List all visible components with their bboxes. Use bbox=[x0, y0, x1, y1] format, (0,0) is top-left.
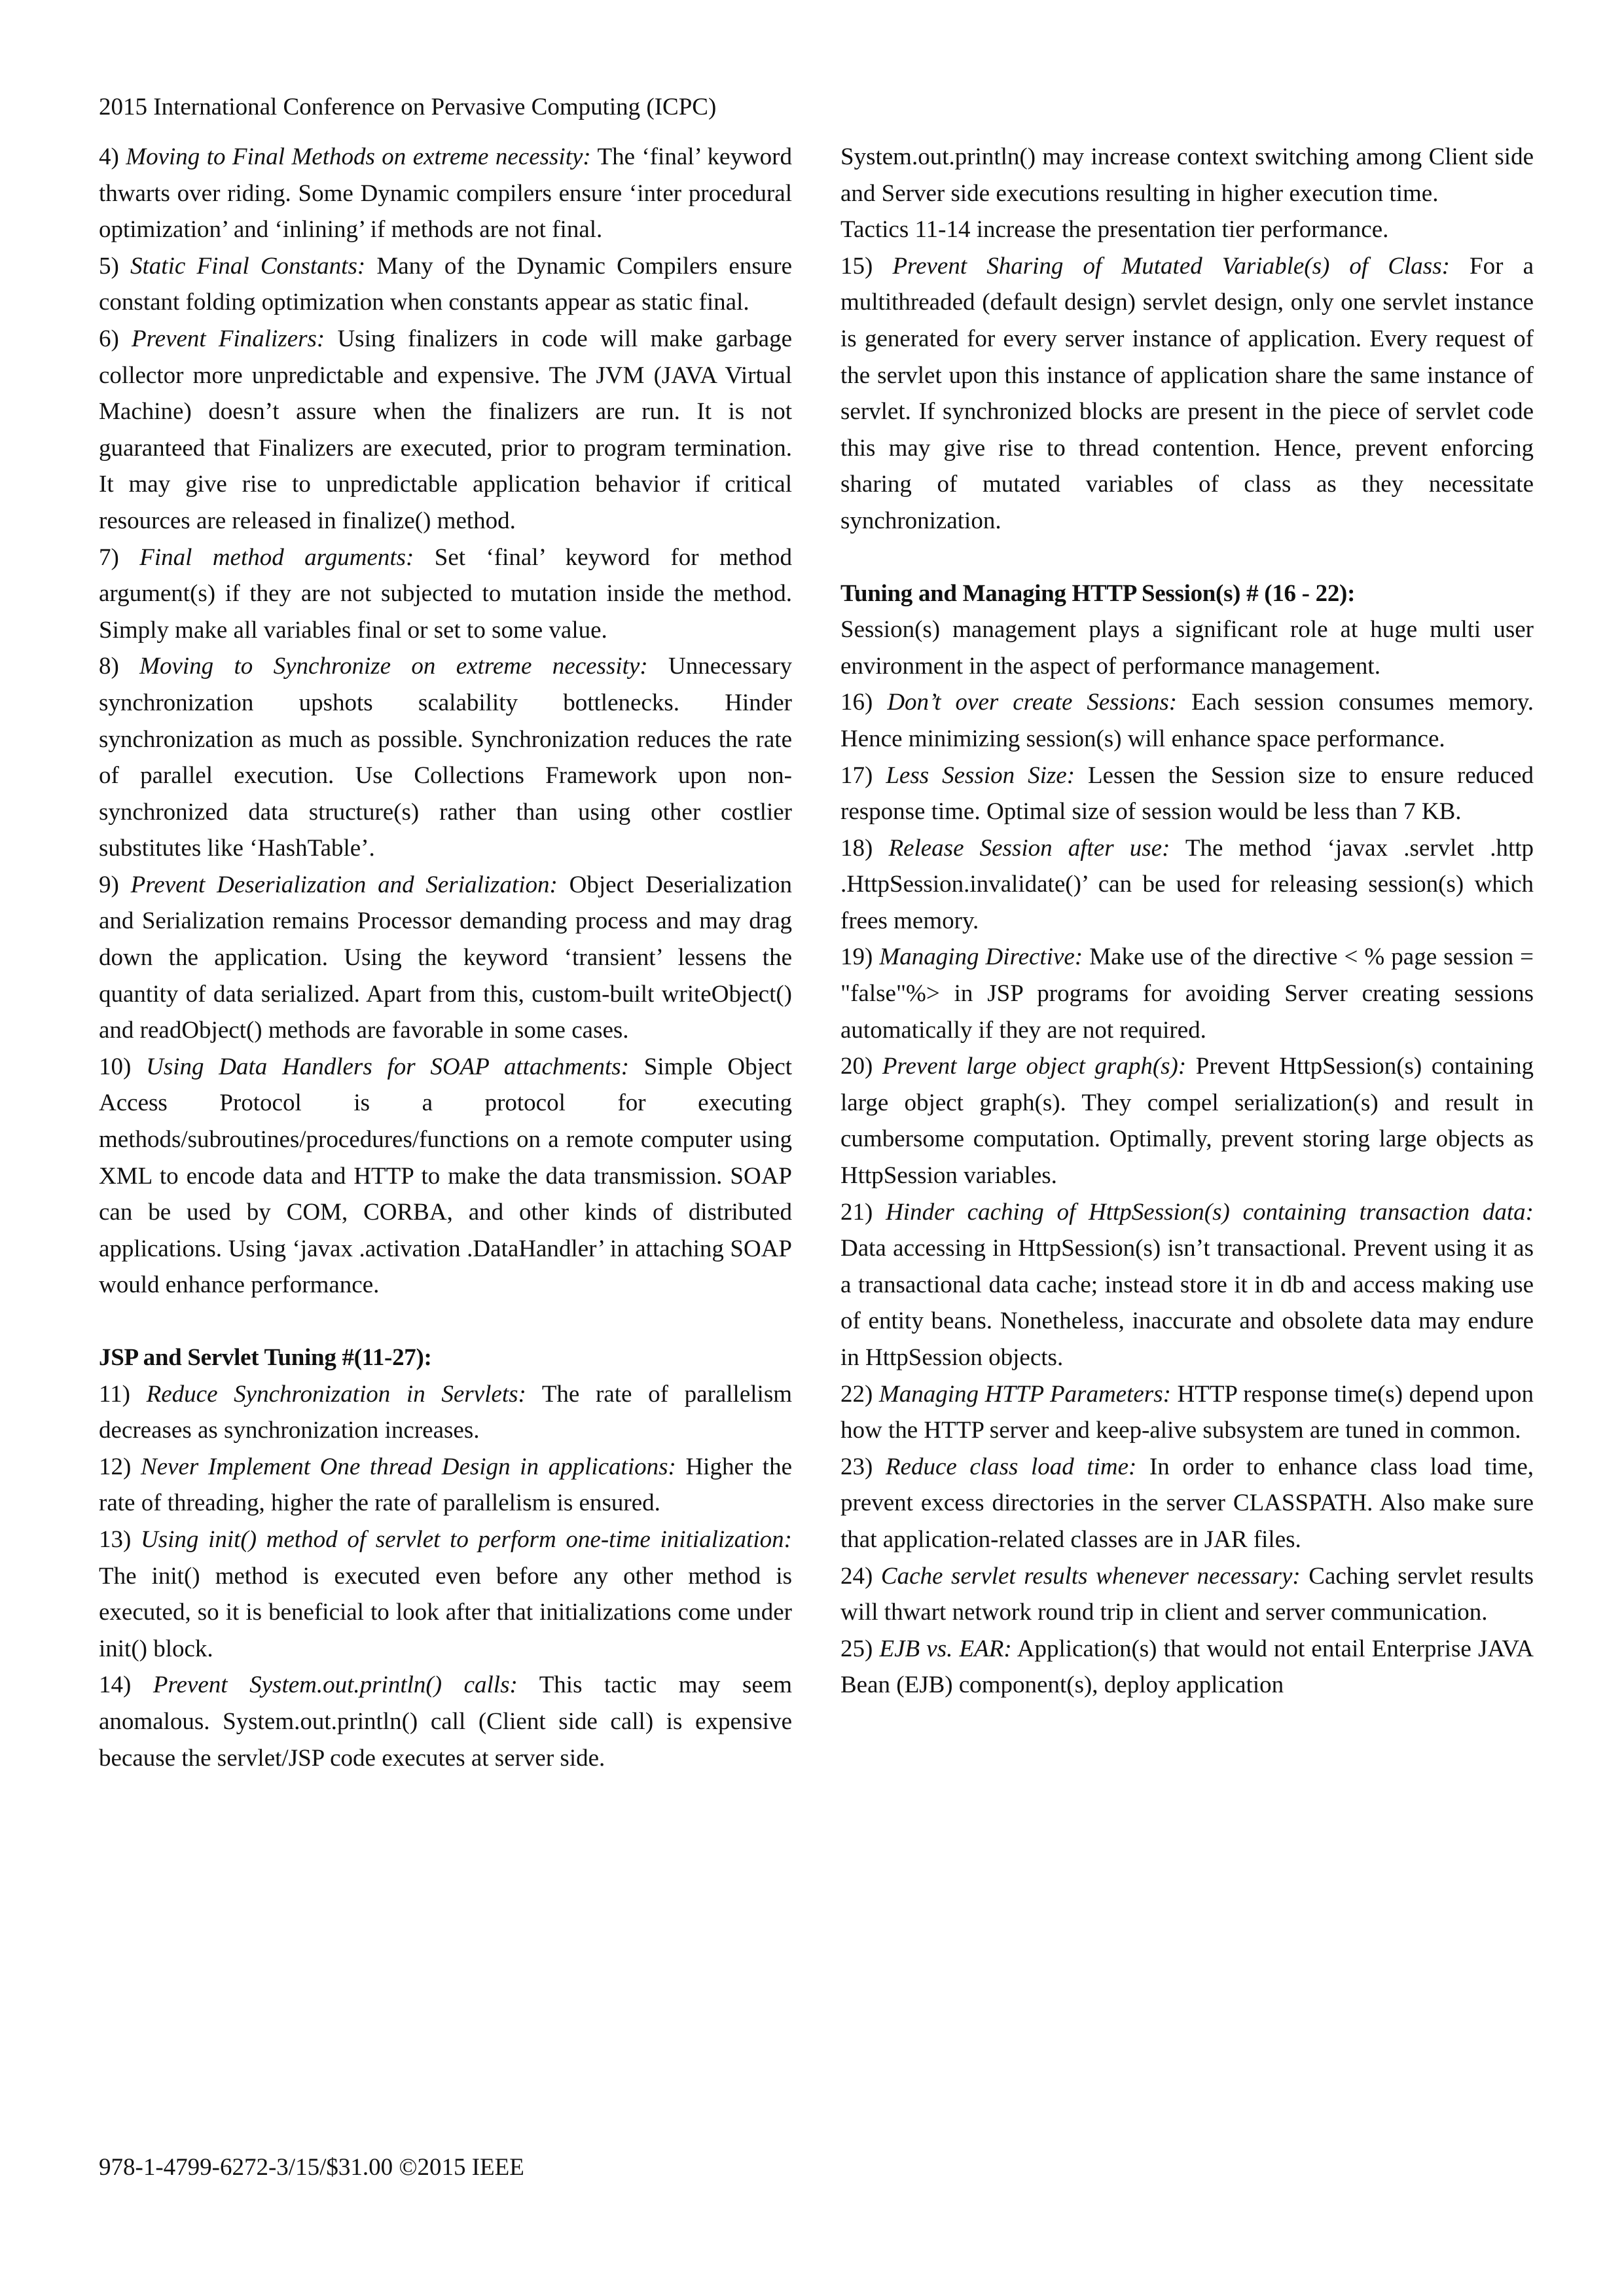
item-5: 5) Static Final Constants: Many of the Dynamic Compilers ensure constant folding optimization when constants appear as static final. bbox=[99, 252, 792, 316]
tactics-note: Tactics 11-14 increase the presentation tier performance. bbox=[840, 216, 1389, 244]
section-heading-http: Tuning and Managing HTTP Session(s) # (16 - 22): bbox=[840, 579, 1356, 607]
item-21: 21) Hinder caching of HttpSession(s) containing transaction data: Data accessing in HttpSession(s) isn’t transactional. Prevent using it as a transactional data cache; instead store it in db and access making use of entity beans. Nonetheless, inaccurate and obsolete data may endure in HttpSession objects. bbox=[840, 1198, 1534, 1371]
running-header: 2015 International Conference on Pervasive Computing (ICPC) bbox=[99, 94, 717, 120]
item-16: 16) Don’t over create Sessions: Each session consumes memory. Hence minimizing session(s) will enhance space performance. bbox=[840, 689, 1534, 752]
http-intro: Session(s) management plays a significant role at huge multi user environment in the aspect of performance management. bbox=[840, 616, 1534, 680]
right-column bbox=[840, 139, 1534, 1704]
item-4: 4) Moving to Final Methods on extreme necessity: The ‘final’ keyword thwarts over riding. Some Dynamic compilers ensure ‘inter procedural optimization’ and ‘inlining’ if methods are not final. bbox=[99, 143, 792, 244]
item-13: 13) Using init() method of servlet to perform one-time initialization: The init() method is executed even before any other method is executed, so it is beneficial to look after that initializations come under init() block. bbox=[99, 1525, 792, 1662]
item-14: 14) Prevent System.out.println() calls: This tactic may seem anomalous. System.out.println() call (Client side call) is expensive because the servlet/JSP code executes at server side. bbox=[99, 1671, 792, 1772]
item-25: 25) EJB vs. EAR: Application(s) that would not entail Enterprise JAVA Bean (EJB) component(s), deploy application bbox=[840, 1635, 1534, 1699]
item-8: 8) Moving to Synchronize on extreme necessity: Unnecessary synchronization upshots scalability bottlenecks. Hinder synchronization as much as possible. Synchronization reduces the rate of parallel execution. Use Collections Framework upon non-synchronized data structure(s) rather than using other costlier substitutes like ‘HashTable’. bbox=[99, 653, 793, 862]
copyright-footer: 978-1-4799-6272-3/15/$31.00 ©2015 IEEE bbox=[99, 2154, 524, 2181]
item-10: 10) Using Data Handlers for SOAP attachments: Simple Object Access Protocol is a protocol for executing methods/subroutines/procedures/functions on a remote computer using XML to encode data and HTTP to make the data transmission. SOAP can be used by COM, CORBA, and other kinds of distributed applications. Using ‘javax .activation .DataHandler’ in attaching SOAP would enhance performance. bbox=[99, 1053, 793, 1299]
item-7: 7) Final method arguments: Set ‘final’ keyword for method argument(s) if they are not subjected to mutation inside the method. Simply make all variables final or set to some value. bbox=[99, 543, 792, 644]
left-column bbox=[99, 139, 792, 1776]
item-14-continuation: System.out.println() may increase context switching among Client side and Server side executions resulting in higher execution time. bbox=[840, 143, 1534, 207]
section-gap bbox=[99, 1303, 792, 1339]
item-6: 6) Prevent Finalizers: Using finalizers in code will make garbage collector more unpredictable and expensive. The JVM (JAVA Virtual Machine) doesn’t assure when the finalizers are run. It is not guaranteed that Finalizers are executed, prior to program termination. It may give rise to unpredictable application behavior if critical resources are released in finalize() method. bbox=[99, 325, 793, 534]
item-11: 11) Reduce Synchronization in Servlets: The rate of parallelism decreases as synchronization increases. bbox=[99, 1380, 792, 1444]
item-18: 18) Release Session after use: The method ‘javax .servlet .http .HttpSession.invalidate()’ can be used for releasing session(s) which frees memory. bbox=[840, 834, 1534, 934]
item-15: 15) Prevent Sharing of Mutated Variable(s) of Class: For a multithreaded (default design) servlet design, only one servlet instance is generated for every server instance of application. Every request of the servlet upon this instance of application share the same instance of servlet. If synchronized blocks are present in the piece of servlet code this may give rise to thread contention. Hence, prevent enforcing sharing of mutated variables of class as they necessitate synchronization. bbox=[840, 252, 1534, 534]
item-12: 12) Never Implement One thread Design in applications: Higher the rate of threading, higher the rate of parallelism is ensured. bbox=[99, 1453, 792, 1517]
section-gap bbox=[840, 539, 1534, 575]
item-23: 23) Reduce class load time: In order to enhance class load time, prevent excess directories in the server CLASSPATH. Also make sure that application-related classes are in JAR files. bbox=[840, 1453, 1534, 1553]
item-9: 9) Prevent Deserialization and Serialization: Object Deserialization and Serialization remains Processor demanding process and may drag down the application. Using the keyword ‘transient’ lessens the quantity of data serialized. Apart from this, custom-built writeObject() and readObject() methods are favorable in some cases. bbox=[99, 871, 793, 1044]
item-19: 19) Managing Directive: Make use of the directive < % page session = "false"%> in JSP programs for avoiding Server creating sessions automatically if they are not required. bbox=[840, 943, 1534, 1044]
item-17: 17) Less Session Size: Lessen the Session size to ensure reduced response time. Optimal size of session would be less than 7 KB. bbox=[840, 761, 1534, 826]
item-20: 20) Prevent large object graph(s): Prevent HttpSession(s) containing large object graph(s). They compel serialization(s) and result in cumbersome computation. Optimally, prevent storing large objects as HttpSession variables. bbox=[840, 1053, 1534, 1190]
section-heading-jsp: JSP and Servlet Tuning #(11-27): bbox=[99, 1344, 432, 1371]
item-22: 22) Managing HTTP Parameters: HTTP response time(s) depend upon how the HTTP server and keep-alive subsystem are tuned in common. bbox=[840, 1380, 1534, 1444]
item-24: 24) Cache servlet results whenever necessary: Caching servlet results will thwart network round trip in client and server communication. bbox=[840, 1562, 1534, 1626]
